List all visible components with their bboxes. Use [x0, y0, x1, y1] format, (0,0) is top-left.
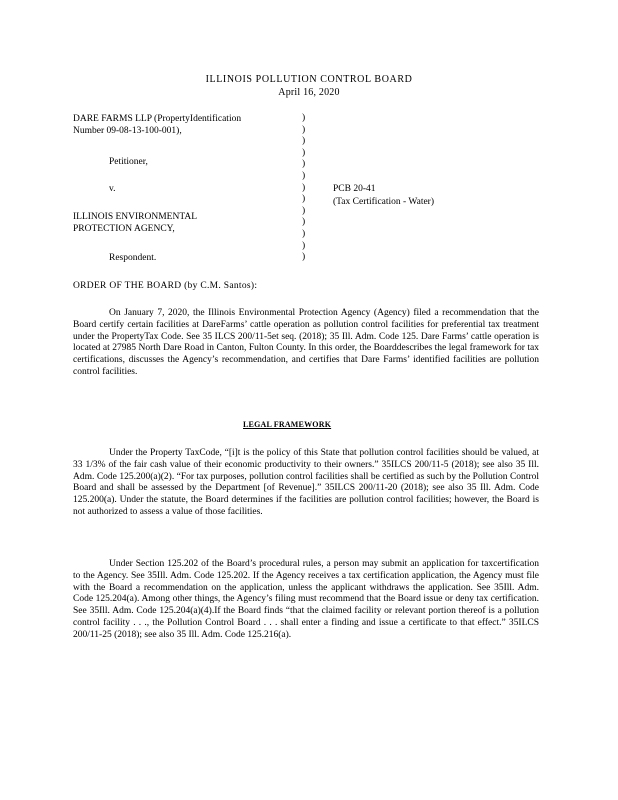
- respondent-name-line1: ILLINOIS ENVIRONMENTAL: [73, 212, 198, 222]
- petitioner-name-line1: DARE FARMS LLP (PropertyIdentification: [73, 114, 242, 124]
- paragraph-intro: [73, 308, 539, 379]
- paragraph-legal-1: [73, 448, 539, 519]
- respondent-role: Respondent.: [109, 253, 157, 263]
- paragraph-legal-2-text: Under Section 125.202 of the Board’s procedural rules, a person may submit an application for taxcertification to the Agency. See 35Ill. Adm. Code 125.202. If the Agency receives a tax certification application, the Agency must file with the Board a recommendation on the application, unless the applicant withdraws the application. See 35Ill. Adm. Code 125.204(a). Among other things, the Agency’s filing must recommend that the Board issue or deny tax certification. See 35Ill. Adm. Code 125.204(a)(4).If the Board finds “that the claimed facility or relevant portion thereof is a pollution control facility . . ., the Pollution Control Board . . . shall enter a finding and issue a certificate to that effect.” 35ILCS 200/11-25 (2018); see also 35 Ill. Adm. Code 125.216(a).: [73, 559, 539, 640]
- section-heading-legal-framework: LEGAL FRAMEWORK: [243, 420, 332, 429]
- paragraph-legal-2: [73, 559, 539, 642]
- agency-heading: ILLINOIS POLLUTION CONTROL BOARD: [205, 74, 413, 85]
- respondent-name-line2: PROTECTION AGENCY,: [73, 224, 175, 234]
- order-attribution: ORDER OF THE BOARD (by C.M. Santos):: [73, 281, 258, 291]
- petitioner-name-line2: Number 09-08-13-100-001),: [73, 126, 182, 136]
- paragraph-intro-text: On January 7, 2020, the Illinois Environmental Protection Agency (Agency) filed a recommendation that the Board certify certain facilities at DareFarms’ cattle operation as pollution control facilities for preferential tax treatment under the PropertyTax Code. See 35 ILCS 200/11-5et seq. (2018); 35 Ill. Adm. Code 125. Dare Farms’ cattle operation is located at 27985 North Dare Road in Canton, Fulton County. In this order, the Boarddescribes the legal framework for tax certifications, discusses the Agency’s recommendation, and certifies that Dare Farms’ identified facilities are pollution control facilities.: [73, 308, 539, 377]
- case-type: (Tax Certification - Water): [333, 197, 435, 207]
- petitioner-role: Petitioner,: [109, 157, 148, 167]
- versus-label: v.: [109, 184, 116, 194]
- paragraph-legal-1-text: Under the Property TaxCode, “[i]t is the policy of this State that pollution control facilities should be valued, at 33 1/3% of the fair cash value of their economic productivity to their owners.” 35ILCS 200/11-5 (2018); see also 35 Ill. Adm. Code 125.200(a)(2). “For tax purposes, pollution control facilities shall be certified as such by the Pollution Control Board and shall be assessed by the Department [of Revenue].” 35ILCS 200/11-20 (2018); see also 35 Ill. Adm. Code 125.200(a). Under the statute, the Board determines if the facilities are pollution control facilities; however, the Board is not authorized to assess a value of those facilities.: [73, 448, 539, 517]
- order-date: April 16, 2020: [278, 87, 340, 98]
- caption-divider: ) ) ) ) ) ) ) ) ) ) ) ) ): [302, 113, 306, 263]
- case-number: PCB 20-41: [333, 184, 376, 194]
